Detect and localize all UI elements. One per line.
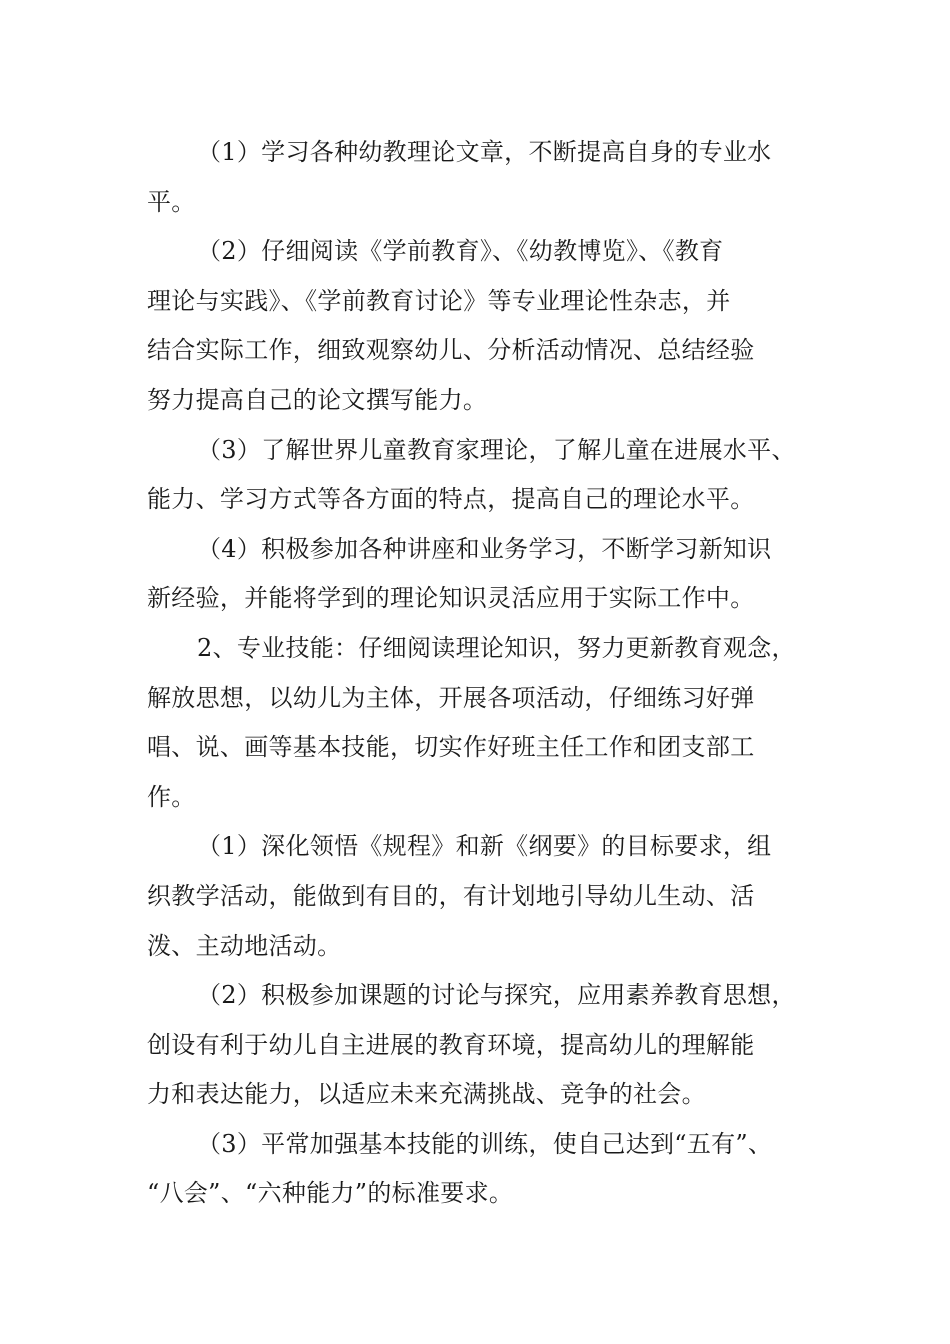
text-line: 平。 bbox=[147, 187, 196, 216]
text-line: （2）积极参加课题的讨论与探究，应用素养教育思想， bbox=[197, 981, 796, 1010]
text-line: 努力提高自己的论文撰写能力。 bbox=[147, 385, 488, 414]
text-line: （3）平常加强基本技能的训练，使自己达到“五有”、 bbox=[197, 1129, 773, 1158]
text-line: （1）深化领悟《规程》和新《纲要》的目标要求，组 bbox=[197, 832, 772, 861]
document-body bbox=[147, 128, 827, 1219]
text-line: （3）了解世界儿童教育家理论，了解儿童在进展水平、 bbox=[197, 435, 796, 464]
text-line: 结合实际工作，细致观察幼儿、分析活动情况、总结经验 bbox=[147, 336, 755, 365]
text-line: 创设有利于幼儿自主进展的教育环境，提高幼儿的理解能 bbox=[147, 1030, 755, 1059]
text-line: 作。 bbox=[147, 782, 196, 811]
text-line: “八会”、“六种能力”的标准要求。 bbox=[147, 1179, 514, 1208]
text-line: 泼、主动地活动。 bbox=[147, 931, 342, 960]
text-line: （4）积极参加各种讲座和业务学习，不断学习新知识 bbox=[197, 534, 772, 563]
text-line: （2）仔细阅读《学前教育》、《幼教博览》、《教育 bbox=[197, 237, 724, 266]
text-line: 力和表达能力，以适应未来充满挑战、竞争的社会。 bbox=[147, 1080, 706, 1109]
text-line: 织教学活动，能做到有目的，有计划地引导幼儿生动、活 bbox=[147, 881, 755, 910]
text-line: 理论与实践》、《学前教育讨论》等专业理论性杂志，并 bbox=[147, 286, 731, 315]
text-line: 能力、学习方式等各方面的特点，提高自己的理论水平。 bbox=[147, 485, 755, 514]
text-line: 新经验，并能将学到的理论知识灵活应用于实际工作中。 bbox=[147, 584, 755, 613]
text-line: （1）学习各种幼教理论文章，不断提高自身的专业水 bbox=[197, 138, 772, 166]
text-line: 唱、说、画等基本技能，切实作好班主任工作和团支部工 bbox=[147, 733, 755, 762]
text-line: 解放思想，以幼儿为主体，开展各项活动，仔细练习好弹 bbox=[147, 683, 755, 712]
text-line: 2、专业技能：仔细阅读理论知识，努力更新教育观念， bbox=[197, 633, 796, 662]
